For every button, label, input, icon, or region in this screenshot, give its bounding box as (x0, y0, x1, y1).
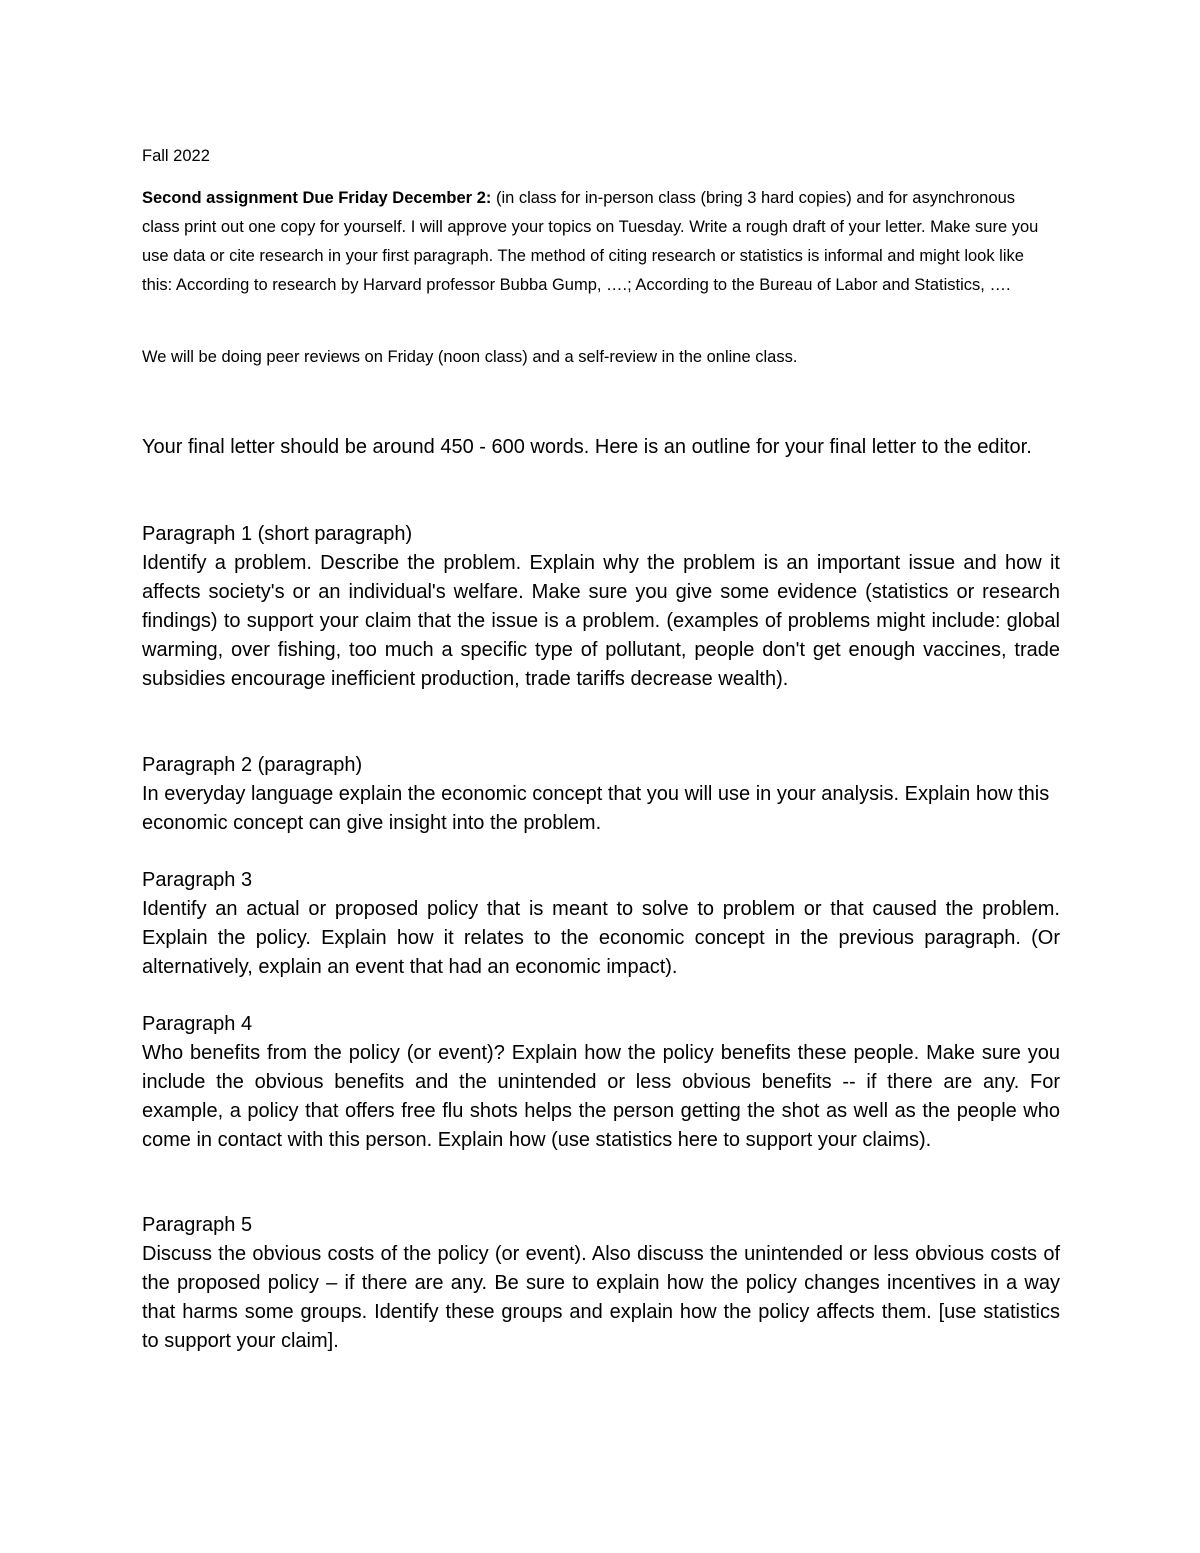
term-label: Fall 2022 (142, 147, 210, 165)
paragraph-3-section (142, 866, 1060, 982)
paragraph-2-text: In everyday language explain the economic concept that you will use in your analysis. Explain how this economic concept can give insight into the problem. (142, 783, 1050, 834)
paragraph-4-section (142, 1010, 1060, 1155)
paragraph-5-heading: Paragraph 5 (142, 1214, 253, 1236)
paragraph-1-text: Identify a problem. Describe the problem. Explain why the problem is an important issue and how it affects society's or an individual's welfare. Make sure you give some evidence (statistics or research findings) to support your claim that the issue is a problem. (examples of problems might include: global warming, over fishing, too much a specific type of pollutant, people don't get enough vaccines, trade subsidies encourage inefficient production, trade tariffs decrease wealth). (142, 552, 1060, 690)
paragraph-4-heading: Paragraph 4 (142, 1013, 253, 1035)
final-letter-note: Your final letter should be around 450 - 600 words. Here is an outline for your final letter to the editor. (142, 436, 1032, 458)
paragraph-1-heading: Paragraph 1 (short paragraph) (142, 523, 413, 545)
assignment-body: (in class for in-person class (bring 3 hard copies) and for asynchronous class print out one copy for yourself. I will approve your topics on Tuesday. Write a rough draft of your letter. Make sure you use data or cite research in your first paragraph. The method of citing research or statistics is informal and might look like this: According to research by Harvard professor Bubba Gump, ….; According to the Bureau of Labor and Statistics, …. (142, 189, 1039, 294)
paragraph-2-heading: Paragraph 2 (paragraph) (142, 754, 363, 776)
paragraph-4-text: Who benefits from the policy (or event)? Explain how the policy benefits these people. Make sure you include the obvious benefits and the unintended or less obvious benefits -- if there are any. For example, a policy that offers free flu shots helps the person getting the shot as well as the people who come in contact with this person. Explain how (use statistics here to support your claims). (142, 1042, 1060, 1151)
assignment-intro (142, 184, 1057, 300)
paragraph-5-text: Discuss the obvious costs of the policy (or event). Also discuss the unintended or less obvious costs of the proposed policy – if there are any. Be sure to explain how the policy changes incentives in a way that harms some groups. Identify these groups and explain how the policy affects them. [use statistics to support your claim]. (142, 1243, 1060, 1352)
paragraph-2-section (142, 751, 1060, 838)
paragraph-5-section (142, 1211, 1060, 1356)
paragraph-3-text: Identify an actual or proposed policy that is meant to solve to problem or that caused the problem. Explain the policy. Explain how it relates to the economic concept in the previous paragraph. (Or alternatively, explain an event that had an economic impact). (142, 898, 1060, 978)
paragraph-3-heading: Paragraph 3 (142, 869, 253, 891)
peer-review-note: We will be doing peer reviews on Friday (noon class) and a self-review in the online class. (142, 348, 798, 366)
assignment-title: Second assignment Due Friday December 2: (142, 189, 492, 207)
paragraph-1-section (142, 520, 1060, 694)
